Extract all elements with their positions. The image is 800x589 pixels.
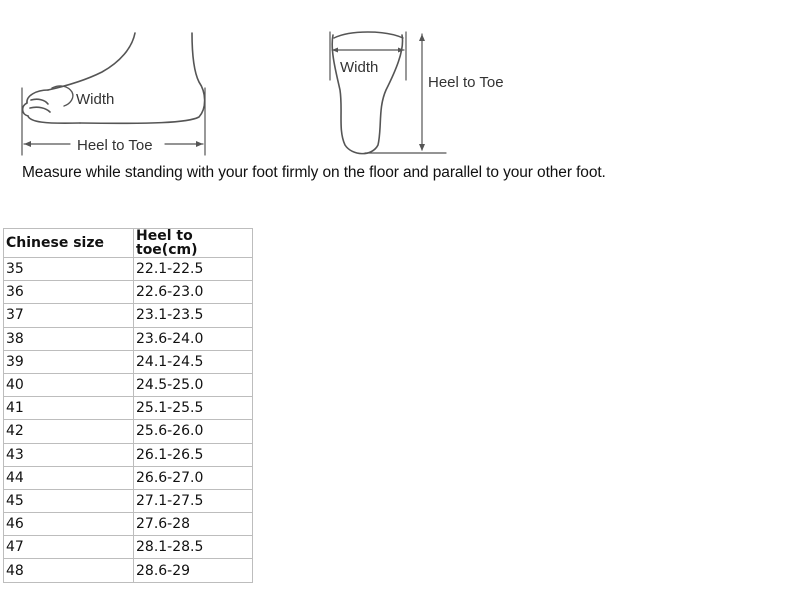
length-cell: 24.5-25.0 xyxy=(134,373,253,396)
table-row xyxy=(4,536,253,559)
length-cell: 26.6-27.0 xyxy=(134,466,253,489)
length-cell: 28.1-28.5 xyxy=(134,536,253,559)
header-heel-to-toe: Heel to toe(cm) xyxy=(134,229,253,258)
table-row xyxy=(4,466,253,489)
side-view-length-label: Heel to Toe xyxy=(77,137,153,154)
table-row xyxy=(4,304,253,327)
header-chinese-size: Chinese size xyxy=(4,229,134,258)
table-row xyxy=(4,373,253,396)
size-cell: 45 xyxy=(4,489,134,512)
table-row xyxy=(4,258,253,281)
side-view-width-label: Width xyxy=(76,91,115,108)
table-row xyxy=(4,281,253,304)
size-cell: 43 xyxy=(4,443,134,466)
length-cell: 22.1-22.5 xyxy=(134,258,253,281)
size-cell: 39 xyxy=(4,350,134,373)
length-cell: 25.1-25.5 xyxy=(134,397,253,420)
size-cell: 44 xyxy=(4,466,134,489)
top-view-foot xyxy=(330,32,446,154)
size-cell: 36 xyxy=(4,281,134,304)
top-view-width-label: Width xyxy=(340,59,379,76)
measurement-instruction: Measure while standing with your foot firmly on the floor and parallel to your other foot. xyxy=(22,164,606,181)
length-cell: 27.1-27.5 xyxy=(134,489,253,512)
table-row xyxy=(4,327,253,350)
table-row xyxy=(4,350,253,373)
size-chart-table xyxy=(3,228,253,583)
top-view-length-label: Heel to Toe xyxy=(428,74,504,91)
length-cell: 27.6-28 xyxy=(134,513,253,536)
table-row xyxy=(4,420,253,443)
length-cell: 22.6-23.0 xyxy=(134,281,253,304)
table-row xyxy=(4,397,253,420)
length-cell: 28.6-29 xyxy=(134,559,253,582)
size-cell: 41 xyxy=(4,397,134,420)
length-cell: 25.6-26.0 xyxy=(134,420,253,443)
length-cell: 23.6-24.0 xyxy=(134,327,253,350)
length-cell: 24.1-24.5 xyxy=(134,350,253,373)
table-header-row xyxy=(4,229,253,258)
size-cell: 47 xyxy=(4,536,134,559)
size-cell: 35 xyxy=(4,258,134,281)
size-cell: 46 xyxy=(4,513,134,536)
size-cell: 40 xyxy=(4,373,134,396)
size-cell: 48 xyxy=(4,559,134,582)
length-cell: 23.1-23.5 xyxy=(134,304,253,327)
length-cell: 26.1-26.5 xyxy=(134,443,253,466)
size-cell: 38 xyxy=(4,327,134,350)
table-row xyxy=(4,513,253,536)
table-row xyxy=(4,443,253,466)
size-cell: 37 xyxy=(4,304,134,327)
size-cell: 42 xyxy=(4,420,134,443)
table-row xyxy=(4,489,253,512)
table-row xyxy=(4,559,253,582)
